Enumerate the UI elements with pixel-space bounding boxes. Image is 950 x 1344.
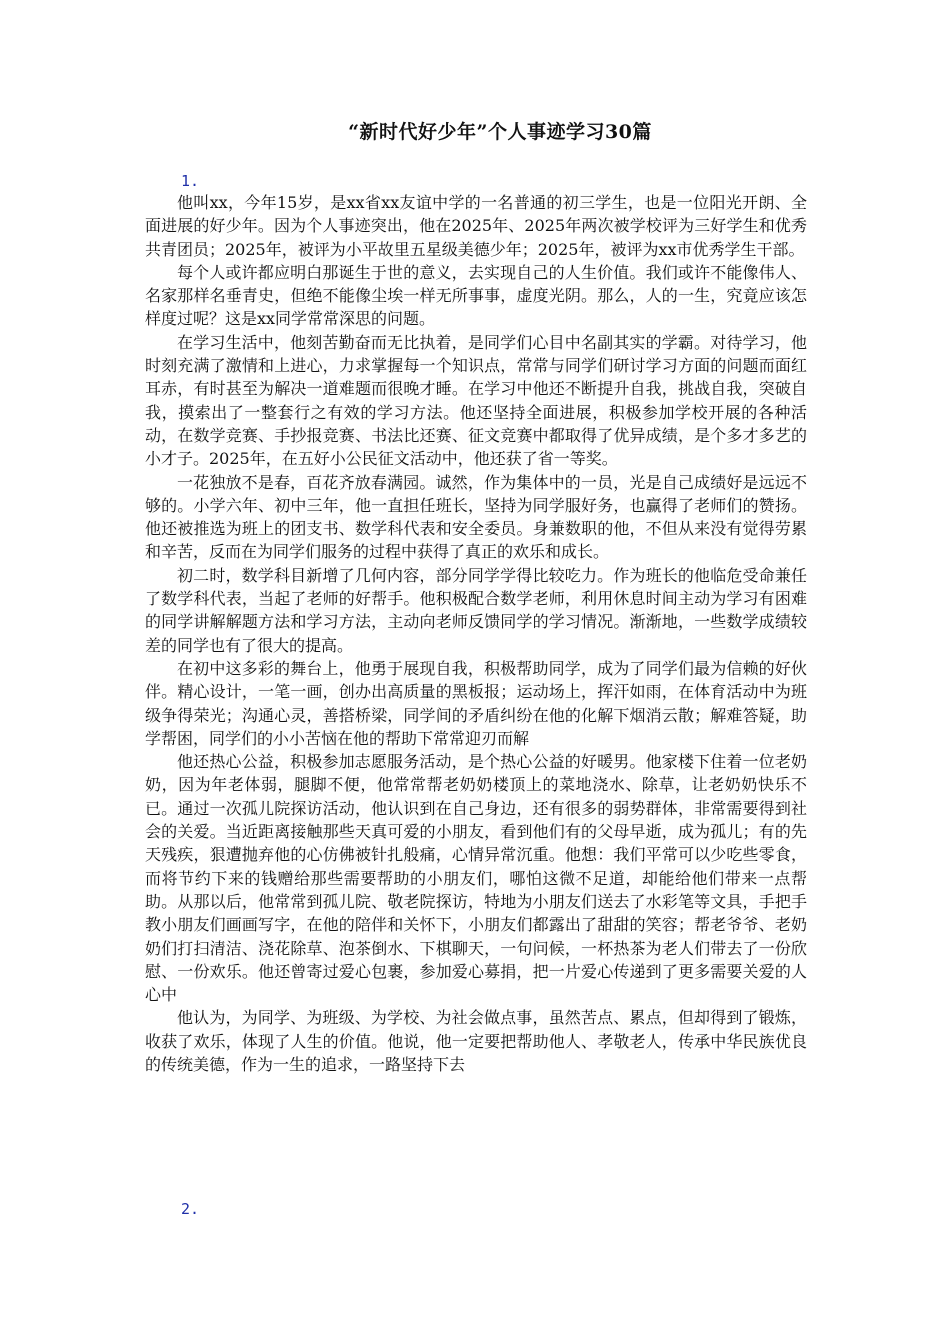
- section-number: 2.: [181, 1200, 200, 1218]
- paragraph: 在学习生活中，他刻苦勤奋而无比执着，是同学们心目中名副其实的学霸。对待学习，他时刻充满了激情和上进心，力求掌握每一个知识点，常常与同学们研讨学习方面的问题而面红耳赤，有时甚至为解决一道难题而很晚才睡。在学习中他还不断提升自我，挑战自我，突破自我，摸索出了一整套行之有效的学习方法。他还坚持全面进展，积极参加学校开展的各种活动，在数学竞赛、手抄报竞赛、书法比还赛、征文竞赛中都取得了优异成绩，是个多才多艺的小才子。2025年，在五好小公民征文活动中，他还获了省一等奖。: [145, 332, 807, 469]
- paragraph: 他认为，为同学、为班级、为学校、为社会做点事，虽然苦点、累点，但却得到了锻炼，收获了欢乐，体现了人生的价值。他说，他一定要把帮助他人、孝敬老人，传承中华民族优良的传统美德，作为一生的追求，一路坚持下去: [145, 1008, 807, 1074]
- paragraph: 他叫xx，今年15岁，是xx省xx友谊中学的一名普通的初三学生，也是一位阳光开朗、全面进展的好少年。因为个人事迹突出，他在2025年、2025年两次被学校评为三好学生和优秀共青团员；2025年，被评为小平故里五星级美德少年；2025年，被评为xx市优秀学生干部。: [145, 193, 807, 259]
- paragraph: 每个人或许都应明白那诞生于世的意义，去实现自己的人生价值。我们或许不能像伟人、名家那样名垂青史，但绝不能像尘埃一样无所事事，虚度光阴。那么，人的一生，究竟应该怎样度过呢？这是xx同学常常深思的问题。: [145, 262, 807, 329]
- section-body: [145, 191, 807, 1076]
- document-title: “新时代好少年”个人事迹学习30篇: [348, 121, 652, 143]
- section-number: 1.: [181, 172, 200, 190]
- paragraph: 他还热心公益，积极参加志愿服务活动，是个热心公益的好暖男。他家楼下住着一位老奶奶，因为年老体弱，腿脚不便，他常常帮老奶奶楼顶上的菜地浇水、除草，让老奶奶快乐不已。通过一次孤儿院探访活动，他认识到在自己身边，还有很多的弱势群体，非常需要得到社会的关爱。当近距离接触那些天真可爱的小朋友，看到他们有的父母早逝，成为孤儿；有的先天残疾，狠遭抛弃他的心仿佛被针扎般痛，心情异常沉重。他想：我们平常可以少吃些零食，而将节约下来的钱赠给那些需要帮助的小朋友们，哪怕这微不足道，却能给他们带来一点帮助。从那以后，他常常到孤儿院、敬老院探访，特地为小朋友们送去了水彩笔等文具，手把手教小朋友们画画写字，在他的陪伴和关怀下，小朋友们都露出了甜甜的笑容；帮老爷爷、老奶奶们打扫清洁、浇花除草、泡茶倒水、下棋聊天，一句问候，一杯热茶为老人们带去了一份欣慰、一份欢乐。他还曾寄过爱心包裹，参加爱心募捐，把一片爱心传递到了更多需要关爱的人心中: [145, 752, 807, 1005]
- paragraph: 初二时，数学科目新增了几何内容，部分同学学得比较吃力。作为班长的他临危受命兼任了数学科代表，当起了老师的好帮手。他积极配合数学老师，利用休息时间主动为学习有困难的同学讲解解题方法和学习方法，主动向老师反馈同学的学习情况。渐渐地，一些数学成绩较差的同学也有了很大的提高。: [145, 565, 807, 655]
- paragraph: 在初中这多彩的舞台上，他勇于展现自我，积极帮助同学，成为了同学们最为信赖的好伙伴。精心设计，一笔一画，创办出高质量的黑板报；运动场上，挥汗如雨，在体育活动中为班级争得荣光；沟通心灵，善搭桥梁，同学间的矛盾纠纷在他的化解下烟消云散；解难答疑，助学帮困，同学们的小小苦恼在他的帮助下常常迎刃而解: [145, 658, 807, 748]
- paragraph: 一花独放不是春，百花齐放春满园。诚然，作为集体中的一员，光是自己成绩好是远远不够的。小学六年、初中三年，他一直担任班长，坚持为同学服好务，也赢得了老师们的赞扬。他还被推选为班上的团支书、数学科代表和安全委员。身兼数职的他，不但从来没有觉得劳累和辛苦，反而在为同学们服务的过程中获得了真正的欢乐和成长。: [145, 472, 807, 562]
